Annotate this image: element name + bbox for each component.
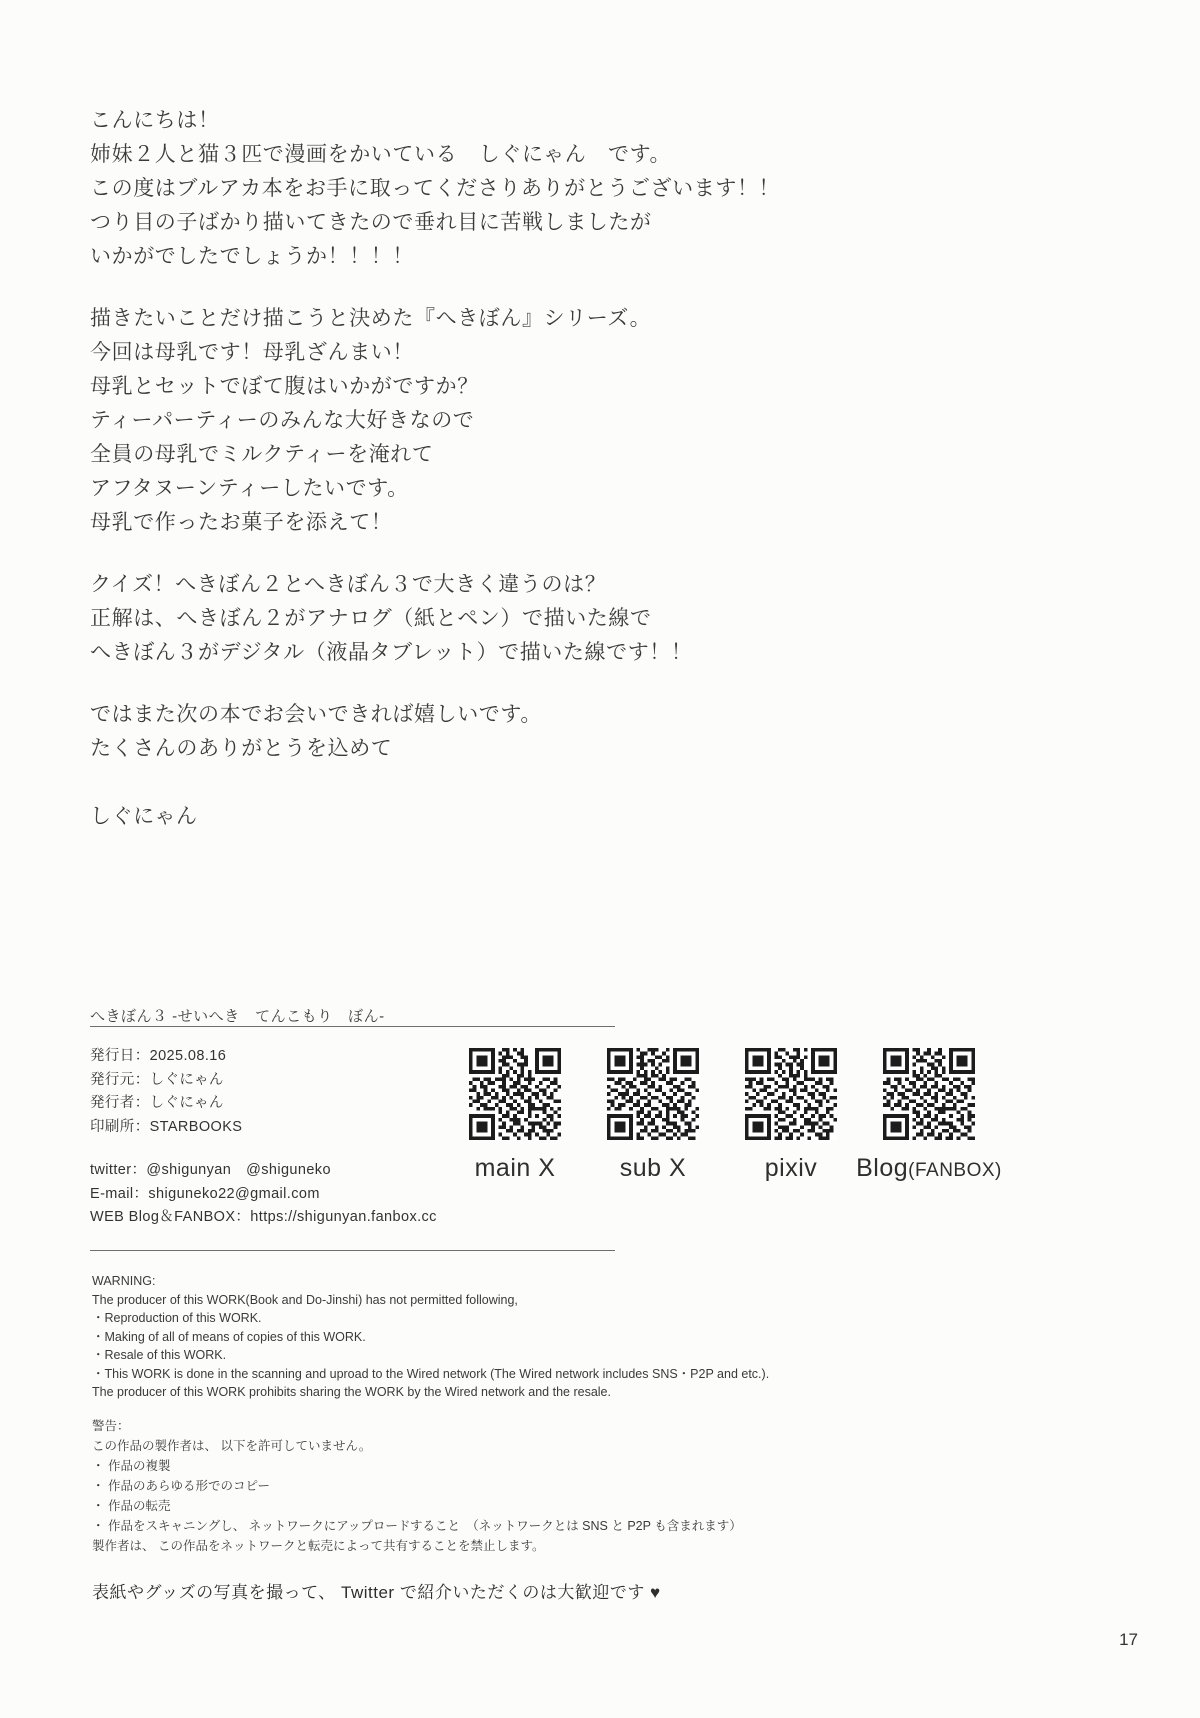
qr-main-x-icon [469,1048,561,1140]
colophon-title: へきぼん３ -せいへき てんこもり ぼん- [90,1008,385,1025]
warning-line-jp: ・ 作品の複製 [92,1458,171,1473]
warning-block [92,1272,922,1556]
imprint-email: E-mail：shiguneko22@gmail.com [90,1185,320,1202]
afterword-paragraph-2 [90,302,970,540]
warning-line-jp: ・ 作品をスキャニングし、 ネットワークにアップロードすること （ネットワークとは SNS と P2P も含まれます） [92,1518,742,1533]
warning-heading-en: WARNING: [92,1274,156,1288]
colophon-divider-bottom [90,1250,615,1251]
imprint-details [90,1045,437,1230]
warning-line-en: ・This WORK is done in the scanning and uproad to the Wired network (The Wired network includes SNS・P2P and etc.). [92,1366,770,1381]
qr-blog-fanbox-label: Blog(FANBOX) [856,1154,1002,1182]
warning-line-jp: ・ 作品の転売 [92,1498,171,1513]
colophon-divider-top [90,1026,615,1027]
warning-line-jp: 製作者は、 この作品をネットワークと転売によって共有することを禁止します。 [92,1538,545,1553]
afterword-line: アフタヌーンティーしたいです。 [90,477,409,500]
afterword-line: 全員の母乳でミルクティーを淹れて [90,443,434,466]
qr-pixiv-item[interactable] [716,1048,866,1183]
warning-line-en: The producer of this WORK(Book and Do-Jinshi) has not permitted following, [92,1292,518,1307]
imprint-printer: 印刷所：STARBOOKS [90,1118,243,1135]
qr-pixiv-icon [745,1048,837,1140]
warning-line-en: ・Resale of this WORK. [92,1348,227,1362]
warning-line-en: ・Making of all of means of copies of this WORK. [92,1329,366,1344]
afterword-line: 母乳とセットでぼて腹はいかがですか？ [90,375,479,398]
qr-blog-fanbox-icon [883,1048,975,1140]
afterword-line: ではまた次の本でお会いできれば嬉しいです。 [90,703,542,726]
afterword-line: 母乳で作ったお菓子を添えて！ [90,511,393,534]
imprint-web: WEB Blog＆FANBOX：https://shigunyan.fanbox.cc [90,1209,437,1225]
qr-sub-x-label: sub X [619,1154,687,1182]
afterword-line: 正解は、へきぼん２がアナログ（紙とペン）で描いた線で [90,607,652,630]
author-signature: しぐにゃん [90,805,198,828]
imprint-publisher: 発行元：しぐにゃん [90,1071,224,1088]
afterword-paragraph-4 [90,698,970,766]
imprint-twitter: twitter：@shigunyan @shiguneko [90,1162,331,1178]
closing-note: 表紙やグッズの写真を撮って、 Twitter で紹介いただくのは大歓迎です ♥ [92,1583,661,1602]
warning-line-jp: ・ 作品のあらゆる形でのコピー [92,1478,270,1493]
warning-line-jp: この作品の製作者は、 以下を許可していません。 [92,1438,372,1453]
qr-pixiv-label: pixiv [764,1154,818,1182]
afterword-line: 描きたいことだけ描こうと決めた『へきぼん』シリーズ。 [90,307,652,330]
warning-heading-jp: 警告： [92,1418,130,1433]
afterword-line: 今回は母乳です！母乳ざんまい！ [90,341,414,364]
qr-main-x-item[interactable] [440,1048,590,1183]
afterword-text [90,104,970,834]
afterword-line: つり目の子ばかり描いてきたので垂れ目に苦戦しましたが [90,211,652,234]
page-number: 17 [1119,1630,1138,1649]
afterword-line: クイズ！へきぼん２とへきぼん３で大きく違うのは？ [90,573,607,596]
imprint-author: 発行者：しぐにゃん [90,1095,224,1111]
qr-sub-x-item[interactable] [578,1048,728,1183]
afterword-line: たくさんのありがとうを込めて [90,737,393,760]
imprint-publication-date: 発行日：2025.08.16 [90,1048,227,1064]
qr-main-x-label: main X [474,1154,556,1182]
afterword-line: この度はブルアカ本をお手に取ってくださりありがとうございます！！ [90,177,781,200]
afterword-line: 姉妹２人と猫３匹で漫画をかいている しぐにゃん です。 [90,143,672,166]
afterword-line: こんにちは！ [90,109,220,132]
afterword-paragraph-1 [90,104,970,274]
qr-sub-x-icon [607,1048,699,1140]
warning-spacer [92,1402,922,1416]
warning-line-en: ・Reproduction of this WORK. [92,1311,262,1325]
afterword-line: へきぼん３がデジタル（液晶タブレット）で描いた線です！！ [90,641,693,664]
warning-line-en: The producer of this WORK prohibits sharing the WORK by the Wired network and the resale. [92,1385,611,1399]
qr-code-row [440,1048,1060,1208]
afterword-paragraph-3 [90,568,970,670]
qr-blog-fanbox-item[interactable] [854,1048,1004,1183]
afterword-line: ティーパーティーのみんな大好きなので [90,409,475,432]
afterword-line: いかがでしたでしょうか！！！！ [90,245,414,268]
